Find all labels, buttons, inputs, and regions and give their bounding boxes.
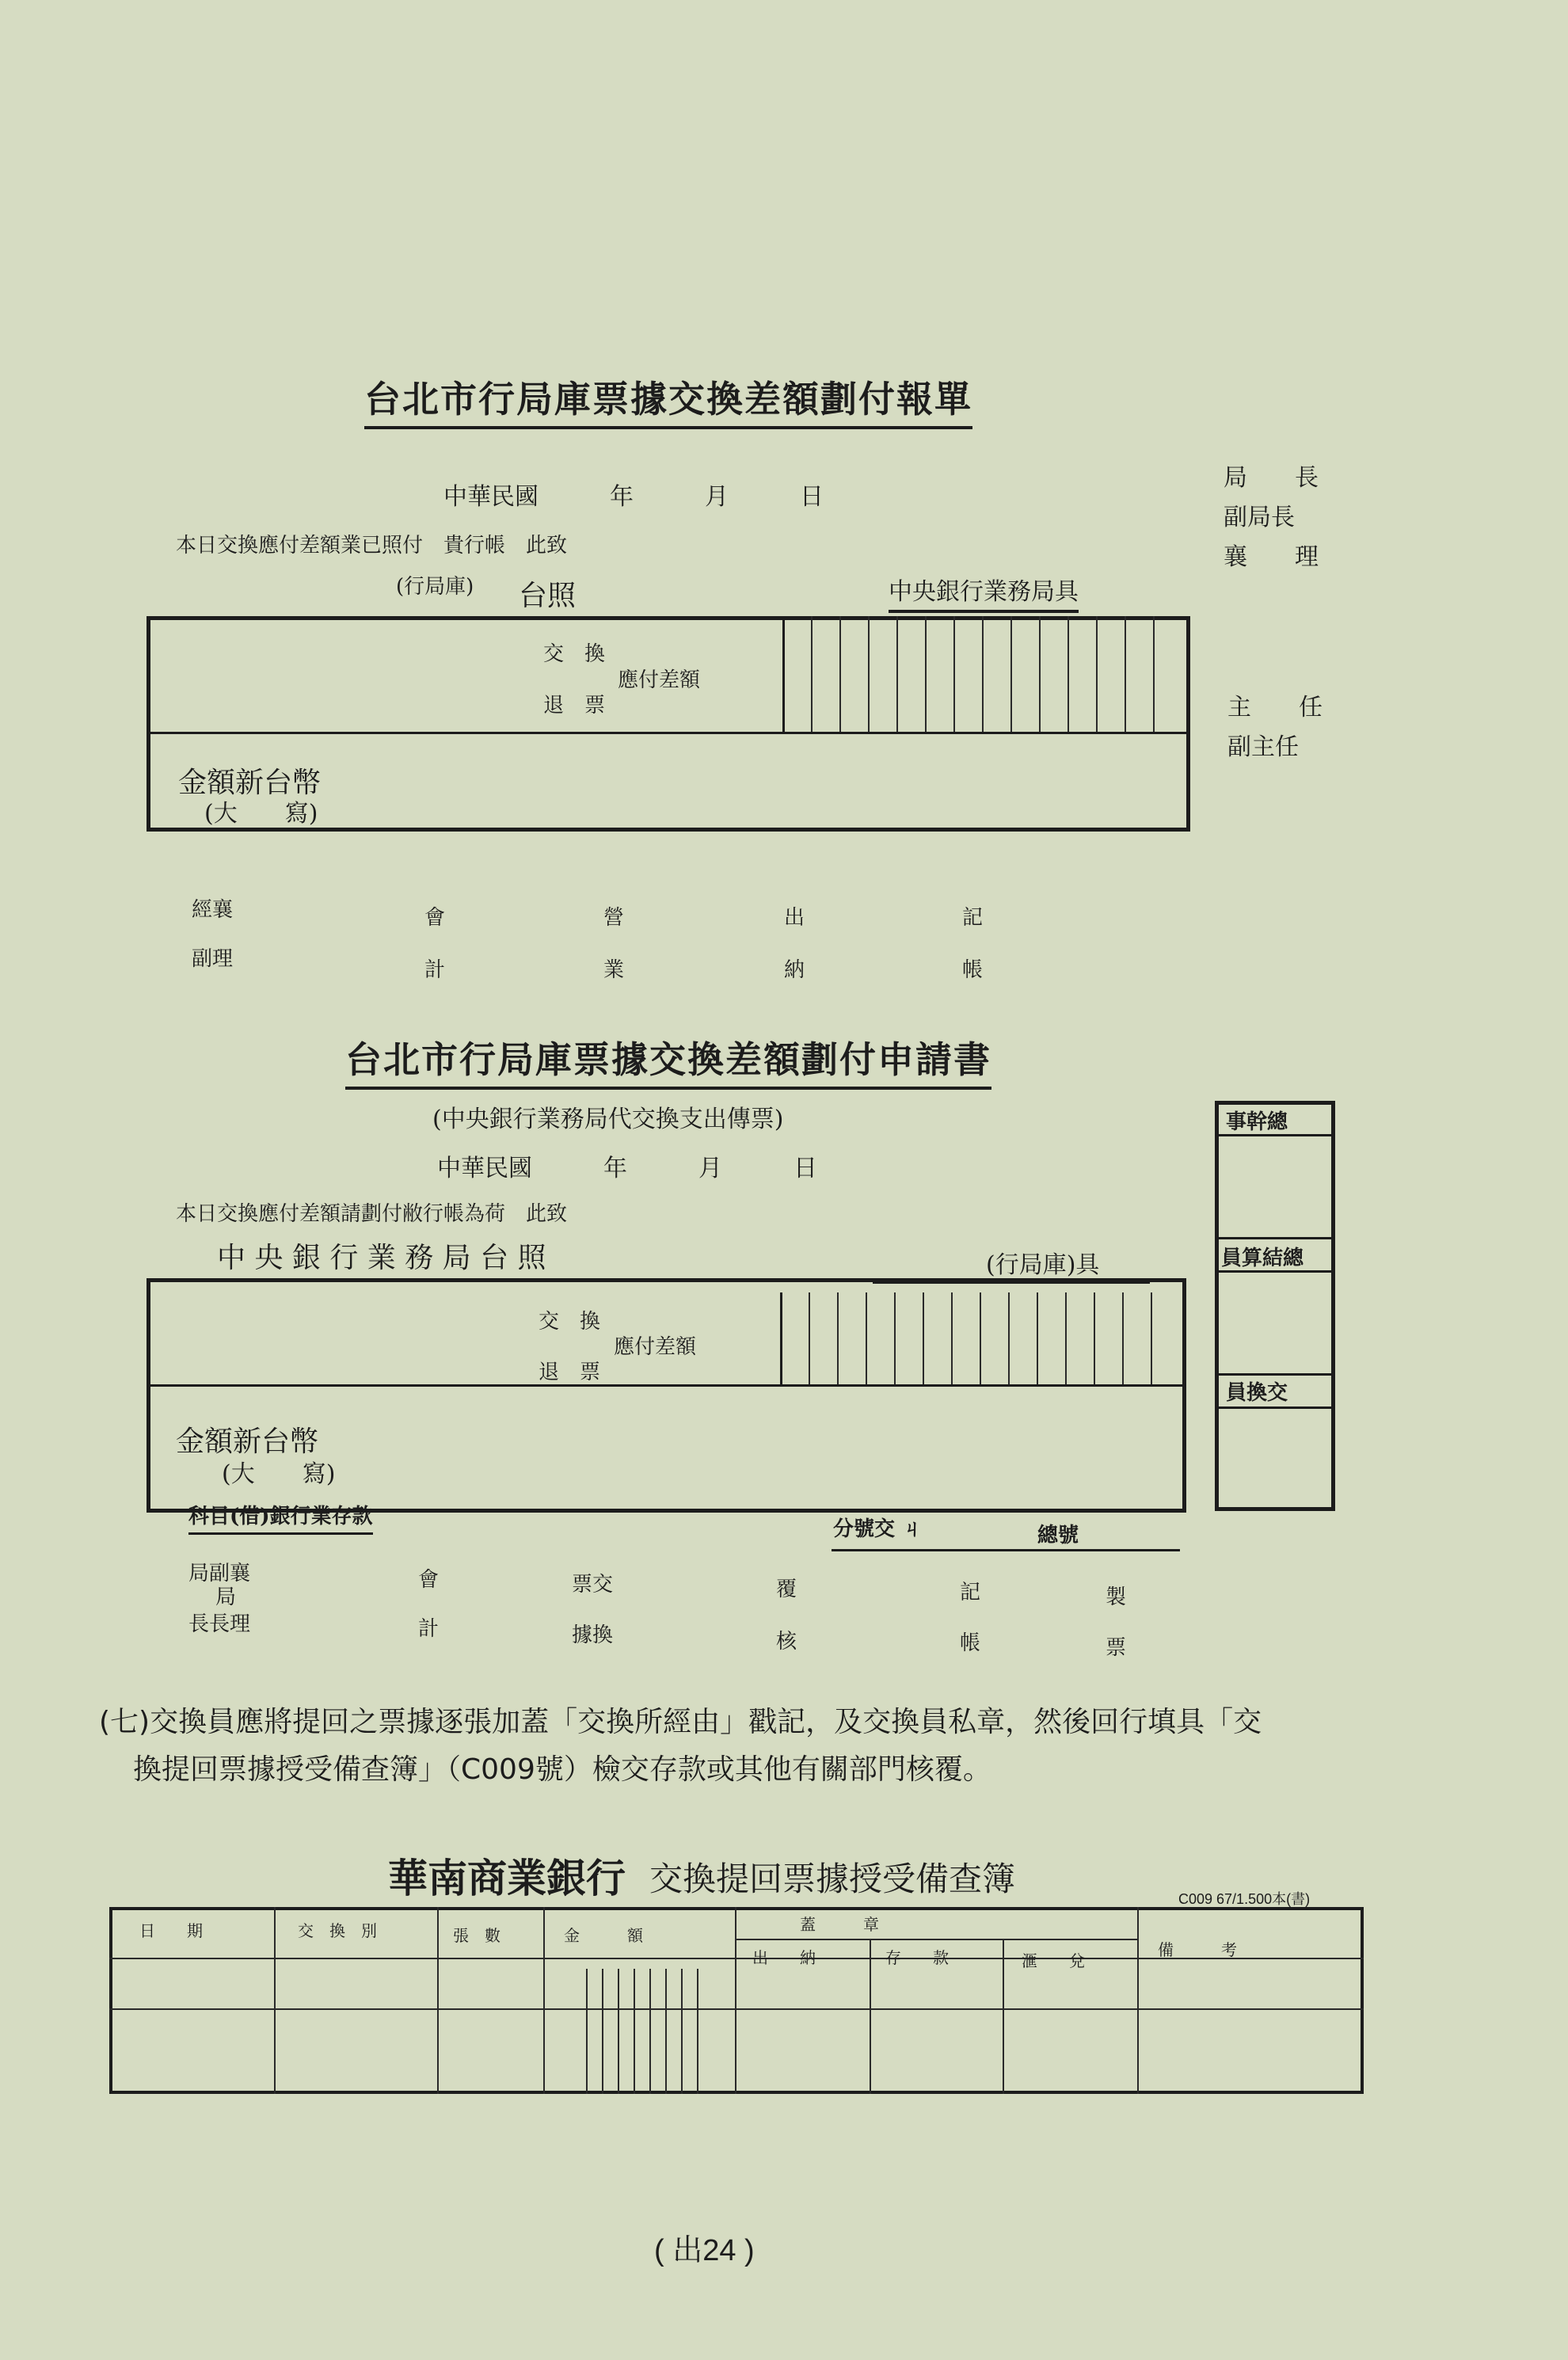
application-digit-rule xyxy=(1151,1292,1152,1384)
application-title: 台北市行局庫票據交換差額劃付申請書 xyxy=(345,1031,991,1090)
ledger-header-remarks: 備 考 xyxy=(1158,1940,1237,1959)
report-approval-2: 副局長 xyxy=(1224,504,1295,531)
application-sign-5b: 票 xyxy=(1106,1636,1127,1660)
ledger-col-2 xyxy=(437,1907,439,2094)
application-row1-label-b: 退 票 xyxy=(539,1361,601,1384)
ledger-col-4 xyxy=(735,1907,736,2094)
application-date-line: 中華民國 年 月 日 xyxy=(437,1155,817,1182)
ledger-col-1 xyxy=(274,1907,276,2094)
report-digit-rule xyxy=(982,616,984,732)
application-amount-label: 金額新台幣 xyxy=(176,1426,319,1458)
side-box-line-4 xyxy=(1215,1373,1335,1376)
side-box-label-3: 員換交 xyxy=(1226,1381,1288,1405)
report-digit-rule xyxy=(925,616,927,732)
ledger-col-5 xyxy=(870,1939,871,2094)
report-date-line: 中華民國 年 月 日 xyxy=(443,483,824,511)
report-addressee-suffix: 台照 xyxy=(519,580,577,612)
ledger-digit-rule xyxy=(618,1969,619,2094)
ledger-digit-rule xyxy=(665,1969,667,2094)
ledger-digit-rule xyxy=(681,1969,683,2094)
application-sign-left-1: 局副襄 xyxy=(188,1562,251,1585)
application-sign-left-3: 長長理 xyxy=(188,1612,251,1636)
page-number: ( 出24 ) xyxy=(654,2234,755,2267)
report-sign-left-1: 經襄 xyxy=(192,898,234,922)
side-box-label-2: 員算結總 xyxy=(1221,1247,1304,1270)
side-box-line-3 xyxy=(1215,1270,1335,1273)
application-amount-divider xyxy=(780,1292,782,1384)
report-row-divider xyxy=(147,732,1190,734)
application-digit-rule xyxy=(1065,1292,1067,1384)
ledger-col-3 xyxy=(543,1907,545,2094)
application-sign-left-2: 局 xyxy=(215,1585,237,1609)
ledger-title: 交換提回票據授受備查簿 xyxy=(649,1859,1016,1898)
ledger-col-7 xyxy=(1137,1907,1139,2094)
application-sign-2b: 據換 xyxy=(572,1623,614,1647)
report-sign-2a: 營 xyxy=(603,906,625,930)
application-subtitle: (中央銀行業務局代交換支出傳票) xyxy=(432,1106,784,1133)
ledger-header-date: 日 期 xyxy=(139,1921,203,1940)
ledger-header-count: 張 數 xyxy=(453,1926,500,1945)
report-issuer: 中央銀行業務局具 xyxy=(889,572,1079,613)
report-addressee-note: (行局庫) xyxy=(396,575,474,599)
application-amount-sub: (大 寫) xyxy=(222,1460,336,1488)
side-box-line-5 xyxy=(1215,1406,1335,1409)
application-digit-rule xyxy=(837,1292,839,1384)
side-box-line-2 xyxy=(1215,1237,1335,1239)
application-sign-3a: 覆 xyxy=(776,1578,797,1601)
application-sign-1a: 會 xyxy=(418,1568,440,1592)
application-digit-rule xyxy=(980,1292,981,1384)
application-account-line: 科目(借)銀行業存款 xyxy=(188,1500,373,1535)
application-sign-4a: 記 xyxy=(960,1581,981,1604)
report-digit-rule xyxy=(953,616,955,732)
ledger-stamp-subline xyxy=(735,1939,1137,1940)
report-row1-label-c: 應付差額 xyxy=(618,668,701,692)
application-digit-rule xyxy=(951,1292,953,1384)
application-digit-rule xyxy=(894,1292,896,1384)
report-digit-rule xyxy=(1039,616,1041,732)
report-digit-rule xyxy=(1125,616,1126,732)
report-digit-rule xyxy=(1068,616,1069,732)
application-digit-rule xyxy=(1037,1292,1038,1384)
application-issuer: (行局庫)具 xyxy=(986,1251,1100,1279)
application-exchange-no: 分號交 ㄐ xyxy=(833,1517,923,1541)
side-box-label-1: 事幹總 xyxy=(1226,1110,1288,1134)
ledger-header-amount: 金 額 xyxy=(564,1926,643,1945)
report-digit-rule xyxy=(1010,616,1012,732)
report-digit-rule xyxy=(896,616,898,732)
ledger-digit-rule xyxy=(697,1969,698,2094)
report-sign-4b: 帳 xyxy=(962,958,984,982)
application-side-box xyxy=(1215,1101,1335,1511)
report-sign-4a: 記 xyxy=(962,906,984,930)
report-sign-2b: 業 xyxy=(603,958,625,982)
application-total-no: 總號 xyxy=(1037,1524,1079,1547)
report-digit-rule xyxy=(839,616,841,732)
application-addressee: 中 央 銀 行 業 務 局 台 照 xyxy=(217,1242,546,1274)
ledger-header-exchange: 交 換 別 xyxy=(298,1921,377,1940)
ledger-digit-rule xyxy=(634,1969,635,2094)
application-sign-1b: 計 xyxy=(418,1617,440,1641)
report-sign-1a: 會 xyxy=(424,906,446,930)
ledger-form-code: C009 67/1.500本(書) xyxy=(1178,1891,1311,1907)
report-digit-rule xyxy=(1153,616,1155,732)
report-amount-divider xyxy=(782,616,785,732)
report-approval-4: 主 任 xyxy=(1227,694,1323,721)
report-digit-rule xyxy=(811,616,813,732)
application-body-line: 本日交換應付差額請劃付敝行帳為荷 此致 xyxy=(176,1202,568,1226)
report-title: 台北市行局庫票據交換差額劃付報單 xyxy=(364,371,972,429)
side-box-line-1 xyxy=(1215,1134,1335,1136)
report-row1-label-a: 交 換 xyxy=(543,642,606,666)
application-sign-4b: 帳 xyxy=(960,1631,981,1655)
application-row1-label-a: 交 換 xyxy=(539,1310,601,1334)
report-sign-left-2: 副理 xyxy=(192,947,234,971)
application-sign-5a: 製 xyxy=(1106,1585,1127,1609)
ledger-digit-rule xyxy=(602,1969,603,2094)
ledger-digit-rule xyxy=(586,1969,588,2094)
application-sign-3b: 核 xyxy=(776,1630,797,1654)
ledger-digit-rule xyxy=(649,1969,651,2094)
report-digit-rule xyxy=(868,616,870,732)
application-digit-rule xyxy=(1008,1292,1010,1384)
report-body-line: 本日交換應付差額業已照付 貴行帳 此致 xyxy=(176,534,568,558)
report-approval-5: 副主任 xyxy=(1227,733,1299,761)
report-sign-3b: 納 xyxy=(784,958,805,982)
ledger-col-6 xyxy=(1003,1939,1004,2094)
application-sign-2a: 票交 xyxy=(572,1573,614,1597)
report-row1-label-b: 退 票 xyxy=(543,694,606,718)
application-digit-rule xyxy=(1094,1292,1095,1384)
instruction-line-2: 換提回票據授受備查簿」（C009號）檢交存款或其他有關部門核覆。 xyxy=(133,1753,991,1786)
report-digit-rule xyxy=(1096,616,1098,732)
application-digit-rule xyxy=(1122,1292,1124,1384)
application-digit-rule xyxy=(809,1292,810,1384)
ledger-stamp-remit: 滙 兌 xyxy=(1022,1951,1085,1970)
application-row1-label-c: 應付差額 xyxy=(614,1335,697,1359)
report-amount-label: 金額新台幣 xyxy=(178,767,322,799)
ledger-stamp-deposit: 存 款 xyxy=(885,1948,949,1967)
report-sign-1b: 計 xyxy=(424,958,446,982)
report-amount-sub: (大 寫) xyxy=(204,800,318,828)
ledger-bank-name: 華南商業銀行 xyxy=(388,1855,626,1901)
application-row-divider xyxy=(147,1384,1186,1387)
application-digit-rule xyxy=(866,1292,867,1384)
report-approval-1: 局 長 xyxy=(1224,464,1319,492)
report-sign-3a: 出 xyxy=(784,906,805,930)
ledger-header-stamp: 蓋 章 xyxy=(800,1915,879,1934)
ledger-row-line xyxy=(109,2008,1364,2010)
ledger-stamp-cashier: 出 納 xyxy=(752,1948,816,1967)
application-digit-rule xyxy=(923,1292,924,1384)
report-approval-3: 襄 理 xyxy=(1224,543,1319,571)
instruction-line-1: (七)交換員應將提回之票據逐張加蓋「交換所經由」戳記，及交換員私章，然後回行填具「交 xyxy=(99,1706,1262,1738)
application-number-line xyxy=(832,1549,1180,1551)
